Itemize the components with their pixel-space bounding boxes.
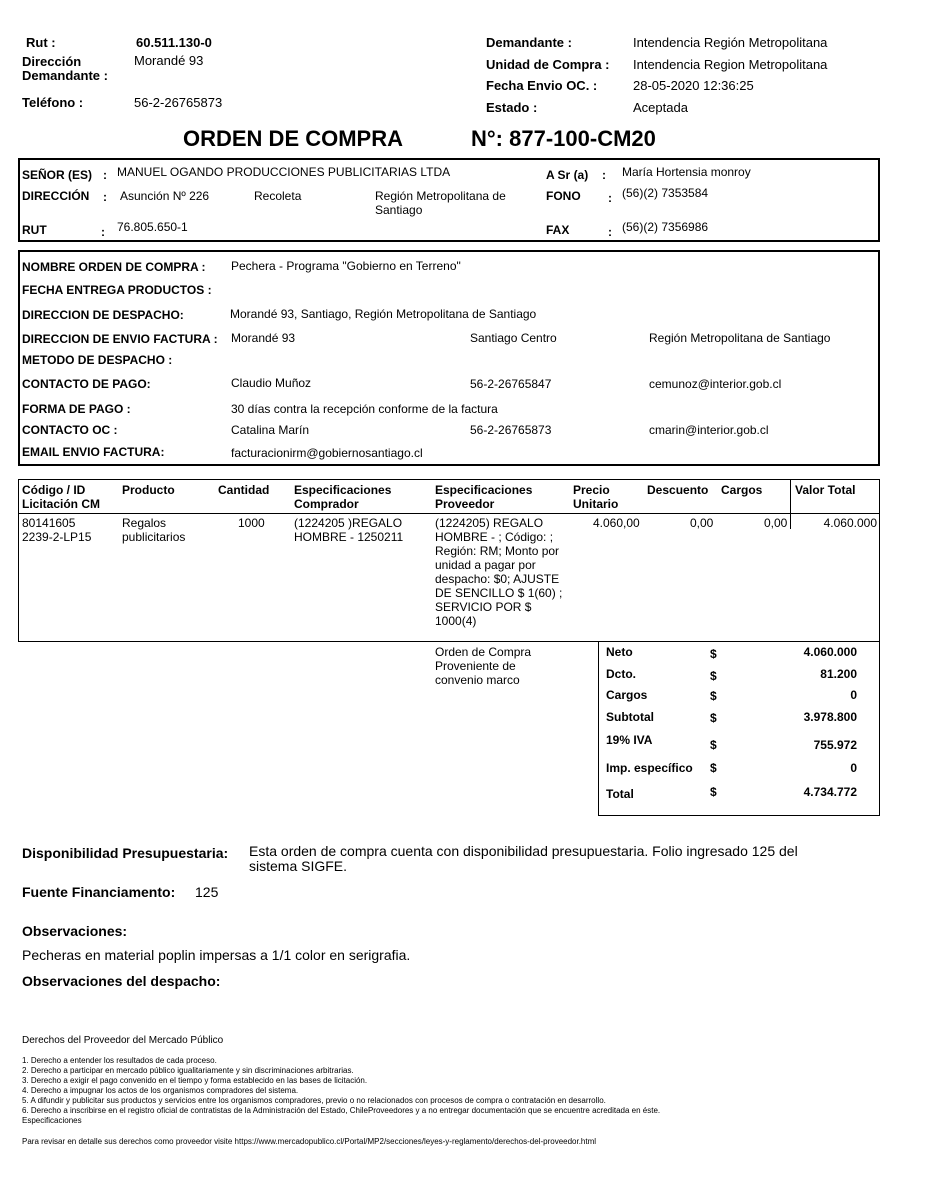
convenio-marco-note: Orden de Compra Proveniente de convenio marco [435, 645, 532, 687]
unidad-label: Unidad de Compra : [486, 57, 610, 72]
cargos-label: Cargos [606, 688, 648, 702]
row-cantidad: 1000 [238, 516, 265, 530]
contacto-pago-email[interactable]: cemunoz@interior.gob.cl [649, 377, 782, 391]
contacto-pago-fono: 56-2-26765847 [470, 377, 552, 391]
despacho-value: Morandé 93, Santiago, Región Metropolitana de Santiago [230, 307, 537, 321]
cargos-value: 0 [850, 688, 857, 702]
neto-value: 4.060.000 [803, 645, 857, 659]
senor-label: SEÑOR (ES) [22, 168, 93, 182]
rut-label: Rut : [26, 35, 56, 50]
col-descuento: Descuento [647, 483, 709, 497]
orden-numero: N°: 877-100-CM20 [471, 126, 656, 151]
fecha-envio-value: 28-05-2020 12:36:25 [633, 78, 754, 93]
nombre-oc-value: Pechera - Programa "Gobierno en Terreno" [231, 259, 461, 273]
observaciones-value: Pecheras en material poplin impersas a 1/1 color en serigrafia. [22, 947, 411, 963]
col-producto: Producto [122, 483, 175, 497]
senor-value: MANUEL OGANDO PRODUCCIONES PUBLICITARIAS LTDA [117, 165, 451, 179]
row-descuento: 0,00 [690, 516, 714, 530]
asr-colon: : [602, 168, 606, 182]
valor-total-divider [790, 479, 791, 529]
row-esp-proveedor: (1224205) REGALO HOMBRE - ; Código: ; Región: RM; Monto por unidad a pagar por despacho: $0; AJUSTE DE SENCILLO $ 1(60) ; SERVICIO POR $ 1000(4) [435, 516, 563, 628]
revisar-derechos-link[interactable]: Para revisar en detalle sus derechos como proveedor visite https://www.mercadopublico.cl/Portal/MP2/secciones/leyes-y-reglamento/derechos-del-proveedor.html [22, 1137, 597, 1146]
despacho-label: DIRECCION DE DESPACHO: [22, 308, 184, 322]
list-item: 5. A difundir y publicitar sus productos y servicios entre los organismos compradores, previo o no relacionados con procesos de compra o contratación en desarrollo. [22, 1096, 606, 1105]
fecha-entrega-label: FECHA ENTREGA PRODUCTOS : [22, 283, 212, 297]
direccion-prov-calle: Asunción Nº 226 [120, 189, 210, 203]
fax-label: FAX [546, 223, 570, 237]
telefono-label: Teléfono : [22, 95, 84, 110]
col-precio: Precio Unitario [573, 483, 619, 511]
iva-label: 19% IVA [606, 733, 653, 747]
iva-currency: $ [710, 738, 717, 752]
fecha-envio-label: Fecha Envio OC. : [486, 78, 598, 93]
direccion-label: Dirección [22, 54, 82, 69]
contacto-pago-label: CONTACTO DE PAGO: [22, 377, 151, 391]
direccion-prov-comuna: Recoleta [254, 189, 302, 203]
list-item: 2. Derecho a participar en mercado público igualitariamente y sin discriminaciones arbitrarias. [22, 1066, 354, 1075]
contacto-oc-nombre: Catalina Marín [231, 423, 310, 437]
iva-value: 755.972 [813, 738, 857, 752]
contacto-oc-label: CONTACTO OC : [22, 423, 118, 437]
contacto-oc-fono: 56-2-26765873 [470, 423, 552, 437]
list-item: 3. Derecho a exigir el pago convenido en el tiempo y forma establecido en las bases de licitación. [22, 1076, 368, 1085]
obs-despacho-label: Observaciones del despacho: [22, 973, 221, 989]
envio-factura-calle: Morandé 93 [231, 331, 296, 345]
nombre-oc-label: NOMBRE ORDEN DE COMPRA : [22, 260, 206, 274]
dcto-label: Dcto. [606, 667, 636, 681]
rut-value: 60.511.130-0 [136, 35, 212, 50]
imp-especifico-value: 0 [850, 761, 857, 775]
orden-title: ORDEN DE COMPRA [183, 126, 404, 151]
direccion-prov-region: Región Metropolitana de Santiago [375, 189, 506, 217]
col-cargos: Cargos [721, 483, 763, 497]
envio-factura-comuna: Santiago Centro [470, 331, 557, 345]
list-item: 4. Derecho a impugnar los actos de los organismos compradores del sistema. [22, 1086, 299, 1095]
metodo-despacho-label: METODO DE DESPACHO : [22, 353, 173, 367]
dcto-value: 81.200 [820, 667, 857, 681]
disponibilidad-label: Disponibilidad Presupuestaria: [22, 845, 229, 861]
cargos-currency: $ [710, 689, 717, 703]
total-value: 4.734.772 [803, 785, 857, 799]
col-cantidad: Cantidad [218, 483, 270, 497]
total-label: Total [606, 787, 634, 801]
direccion-value: Morandé 93 [134, 53, 204, 68]
row-valor: 4.060.000 [823, 516, 877, 530]
col-esp-proveedor: Especificaciones Proveedor [435, 483, 533, 511]
direccion-prov-label: DIRECCIÓN [22, 189, 90, 203]
senor-colon: : [103, 168, 107, 182]
list-item: Especificaciones [22, 1116, 82, 1125]
subtotal-currency: $ [710, 711, 717, 725]
contacto-pago-nombre: Claudio Muñoz [231, 376, 312, 390]
direccion-label-2: Demandante : [22, 68, 108, 83]
envio-factura-region: Región Metropolitana de Santiago [649, 331, 831, 345]
row-esp-comprador: (1224205 )REGALO HOMBRE - 1250211 [294, 516, 404, 544]
demandante-value: Intendencia Región Metropolitana [633, 35, 828, 50]
list-item: 6. Derecho a inscribirse en el registro oficial de contratistas de la Administración del Estado, ChileProveedores y a no entregar documentación que se encuentre acreditada en éste. [22, 1106, 661, 1115]
estado-value: Aceptada [633, 100, 688, 115]
forma-pago-value: 30 días contra la recepción conforme de la factura [231, 402, 498, 416]
imp-especifico-label: Imp. específico [606, 761, 693, 775]
imp-especifico-currency: $ [710, 761, 717, 775]
fuente-value: 125 [195, 884, 219, 900]
forma-pago-label: FORMA DE PAGO : [22, 402, 131, 416]
col-esp-comprador: Especificaciones Comprador [294, 483, 392, 511]
fuente-label: Fuente Financiamento: [22, 884, 176, 900]
items-header-divider [18, 513, 880, 514]
row-precio: 4.060,00 [593, 516, 640, 530]
derechos-title: Derechos del Proveedor del Mercado Público [22, 1035, 224, 1046]
row-codigo: 80141605 2239-2-LP15 [22, 516, 92, 544]
subtotal-value: 3.978.800 [803, 710, 857, 724]
unidad-value: Intendencia Region Metropolitana [633, 57, 828, 72]
dcto-currency: $ [710, 669, 717, 683]
fono-value: (56)(2) 7353584 [622, 186, 709, 200]
demandante-label: Demandante : [486, 35, 572, 50]
telefono-value: 56-2-26765873 [134, 95, 223, 110]
fax-colon: : [608, 225, 612, 239]
row-cargos: 0,00 [764, 516, 788, 530]
envio-factura-label: DIRECCION DE ENVIO FACTURA : [22, 332, 218, 346]
asr-value: María Hortensia monroy [622, 165, 751, 179]
row-producto: Regalos publicitarios [122, 516, 186, 544]
contacto-oc-email[interactable]: cmarin@interior.gob.cl [649, 423, 769, 437]
col-valor-total: Valor Total [795, 483, 856, 497]
observaciones-label: Observaciones: [22, 923, 128, 939]
email-factura-value[interactable]: facturacionirm@gobiernosantiago.cl [231, 446, 423, 460]
total-currency: $ [710, 785, 717, 799]
asr-label: A Sr (a) [546, 168, 589, 182]
fono-colon: : [608, 191, 612, 205]
disponibilidad-value: Esta orden de compra cuenta con disponibilidad presupuestaria. Folio ingresado 125 del sistema SIGFE. [249, 843, 798, 874]
rut-prov-label: RUT [22, 223, 47, 237]
neto-label: Neto [606, 645, 633, 659]
direccion-prov-colon: : [103, 190, 107, 204]
rut-prov-value: 76.805.650-1 [117, 220, 188, 234]
fono-label: FONO [546, 189, 581, 203]
rut-prov-colon: : [101, 225, 105, 239]
estado-label: Estado : [486, 100, 538, 115]
derechos-list [22, 1056, 660, 1126]
list-item: 1. Derecho a entender los resultados de cada proceso. [22, 1056, 217, 1065]
fax-value: (56)(2) 7356986 [622, 220, 709, 234]
col-codigo: Código / ID Licitación CM [22, 483, 101, 511]
neto-currency: $ [710, 647, 717, 661]
email-factura-label: EMAIL ENVIO FACTURA: [22, 445, 165, 459]
subtotal-label: Subtotal [606, 710, 654, 724]
